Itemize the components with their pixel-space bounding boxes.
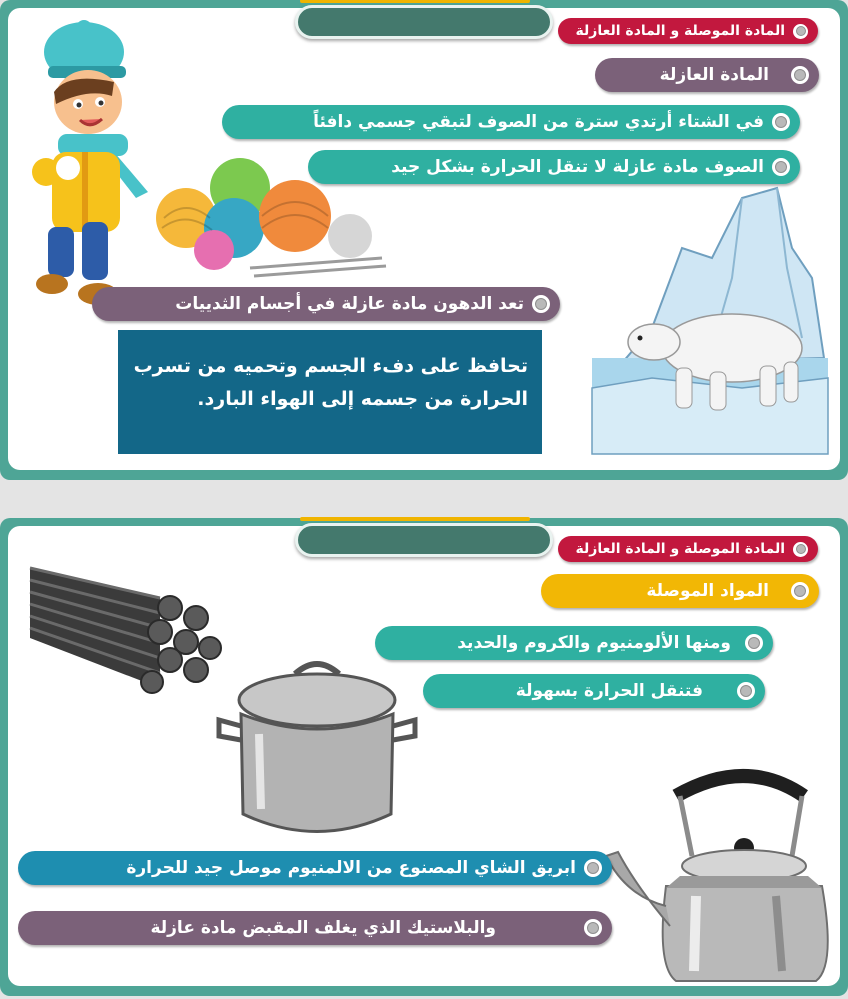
info-box: تحافظ على دفء الجسم وتحميه من تسرب الحرارة من جسمه إلى الهواء البارد.: [118, 330, 542, 454]
bullet-icon: [793, 24, 808, 39]
section-heading: [541, 574, 819, 608]
section-heading-label: المادة العازلة: [659, 65, 769, 85]
bullet-icon: [772, 158, 790, 176]
slide-insulating-material: [0, 0, 848, 480]
bullet-icon: [791, 582, 809, 600]
point-wool-insulator: [308, 150, 800, 184]
bullet-icon: [772, 113, 790, 131]
section-heading: [595, 58, 819, 92]
section-heading-label: المواد الموصلة: [646, 581, 769, 601]
bullet-icon: [745, 634, 763, 652]
bullet-icon: [791, 66, 809, 84]
slide-content: [8, 526, 840, 986]
slide-content: [8, 8, 840, 470]
slide-top-tab[interactable]: [295, 5, 553, 39]
point-label: ومنها الألومنيوم والكروم والحديد: [457, 633, 731, 653]
cooking-pot-illustration: [213, 654, 423, 844]
topic-badge: [558, 18, 818, 44]
bullet-icon: [737, 682, 755, 700]
point-kettle-conductor: [18, 851, 612, 885]
point-plastic-insulator: [18, 911, 612, 945]
point-label: فتنقل الحرارة بسهولة: [515, 681, 703, 701]
slide-accent-line: [300, 0, 530, 3]
point-label: تعد الدهون مادة عازلة في أجسام الثدييات: [175, 294, 524, 314]
bullet-icon: [793, 542, 808, 557]
tea-kettle-illustration: [596, 756, 832, 986]
point-wool-jacket: [222, 105, 800, 139]
point-label: ابريق الشاي المصنوع من الالمنيوم موصل جيد للحرارة: [126, 858, 576, 878]
iron-rebar-bundle-illustration: [20, 558, 220, 698]
bullet-icon: [584, 919, 602, 937]
bullet-icon: [584, 859, 602, 877]
point-label: الصوف مادة عازلة لا تنقل الحرارة بشكل جيد: [391, 157, 764, 177]
bullet-icon: [532, 295, 550, 313]
polar-bear-on-ice-illustration: [592, 188, 828, 458]
point-label: والبلاستيك الذي يغلف المقبض مادة عازلة: [150, 918, 496, 938]
topic-badge-label: المادة الموصلة و المادة العازلة: [575, 23, 785, 39]
child-in-winter-clothes-illustration: [28, 22, 168, 322]
topic-badge-label: المادة الموصلة و المادة العازلة: [575, 541, 785, 557]
point-conduct-heat: [423, 674, 765, 708]
slide-conducting-materials: [0, 518, 848, 996]
point-label: في الشتاء أرتدي سترة من الصوف لتبقي جسمي دافئاً: [313, 112, 764, 132]
point-fat-insulator: [92, 287, 560, 321]
point-metals: [375, 626, 773, 660]
slide-top-tab[interactable]: [295, 523, 553, 557]
slide-accent-line: [300, 517, 530, 521]
topic-badge: [558, 536, 818, 562]
